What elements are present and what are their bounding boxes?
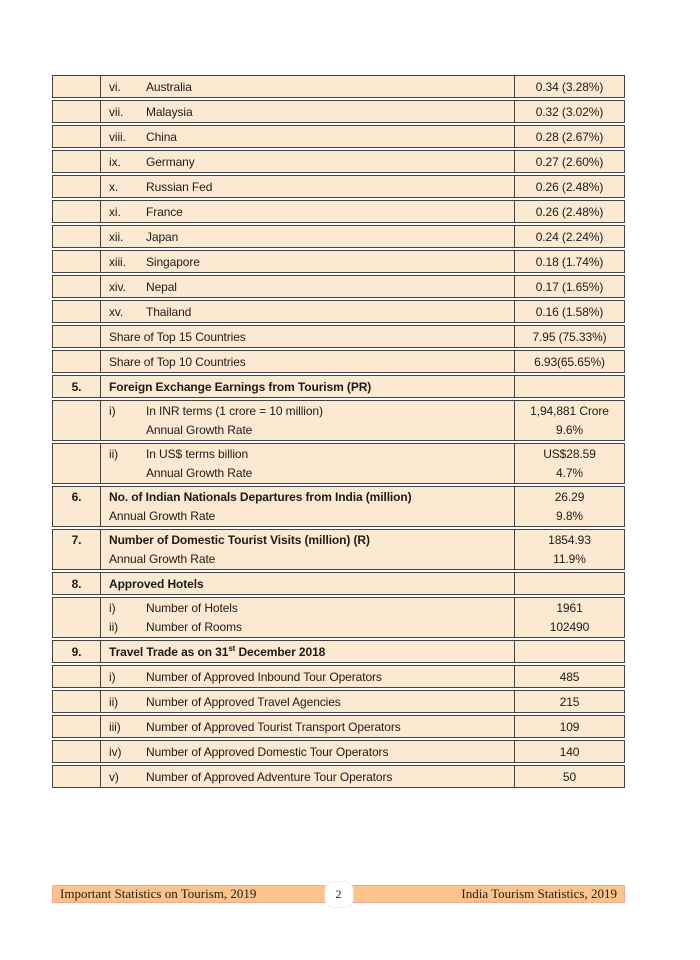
row-value-cell xyxy=(515,76,624,97)
row-value-cell xyxy=(515,301,624,322)
row-description-cell xyxy=(101,351,515,372)
description-text: Nepal xyxy=(146,280,177,294)
description-line xyxy=(109,421,510,440)
value-text: 215 xyxy=(559,695,580,709)
row-value-cell xyxy=(515,201,624,222)
table-row xyxy=(52,665,625,688)
statistics-table xyxy=(52,75,625,790)
description-text: Number of Rooms xyxy=(146,620,242,634)
description-line xyxy=(109,126,510,149)
description-text: Russian Fed xyxy=(146,180,213,194)
row-number-cell xyxy=(53,176,101,197)
description-line xyxy=(109,445,510,464)
table-row xyxy=(52,597,625,638)
table-row xyxy=(52,400,625,441)
row-value-cell xyxy=(515,716,624,737)
description-text: Share of Top 15 Countries xyxy=(109,330,246,344)
row-marker: ii) xyxy=(109,620,119,634)
row-value-cell xyxy=(515,226,624,247)
value-text: 4.7% xyxy=(556,466,583,480)
description-text: In INR terms (1 crore = 10 million) xyxy=(146,404,323,418)
table-row xyxy=(52,640,625,663)
row-description-cell xyxy=(101,376,515,397)
description-text: France xyxy=(146,205,183,219)
row-value-cell xyxy=(515,741,624,762)
row-number-cell: 6. xyxy=(53,487,101,526)
value-text: 1,94,881 Crore xyxy=(530,404,609,418)
row-marker: ii) xyxy=(109,695,119,709)
description-text: Germany xyxy=(146,155,195,169)
row-marker: vii. xyxy=(109,105,124,119)
description-line xyxy=(109,766,510,789)
row-marker: ii) xyxy=(109,447,119,461)
row-description-cell xyxy=(101,201,515,222)
table-row xyxy=(52,125,625,148)
description-text: Number of Approved Domestic Tour Operators xyxy=(146,745,389,759)
table-row xyxy=(52,100,625,123)
table-row xyxy=(52,715,625,738)
row-value-cell xyxy=(515,326,624,347)
table-row xyxy=(52,175,625,198)
description-line xyxy=(109,176,510,199)
row-value-cell xyxy=(515,444,624,483)
value-text: 11.9% xyxy=(553,552,586,566)
description-line xyxy=(109,618,510,637)
value-text: 0.28 (2.67%) xyxy=(535,130,604,144)
row-description-cell xyxy=(101,573,515,594)
row-marker: viii. xyxy=(109,130,126,144)
row-number-cell xyxy=(53,766,101,787)
row-marker: xv. xyxy=(109,305,124,319)
description-text: Share of Top 10 Countries xyxy=(109,355,246,369)
row-number-cell: 5. xyxy=(53,376,101,397)
row-number-cell xyxy=(53,301,101,322)
row-description-cell xyxy=(101,598,515,637)
row-value-cell xyxy=(515,126,624,147)
row-number-cell xyxy=(53,151,101,172)
description-text: Travel Trade as on 31 xyxy=(109,645,229,659)
value-text: 0.16 (1.58%) xyxy=(535,305,604,319)
table-row xyxy=(52,486,625,527)
description-line xyxy=(109,464,510,483)
row-marker: i) xyxy=(109,670,116,684)
value-text: 0.32 (3.02%) xyxy=(535,105,604,119)
description-text: Number of Hotels xyxy=(146,601,238,615)
row-value-cell xyxy=(515,351,624,372)
description-line xyxy=(109,101,510,124)
row-value-cell xyxy=(515,276,624,297)
description-line xyxy=(109,151,510,174)
value-text: 1854.93 xyxy=(548,533,591,547)
row-description-cell xyxy=(101,487,515,526)
row-description-cell xyxy=(101,741,515,762)
row-value-cell xyxy=(515,176,624,197)
description-text: Number of Approved Tourist Transport Operators xyxy=(146,720,401,734)
row-marker: iii) xyxy=(109,720,121,734)
value-text: 1961 xyxy=(556,601,583,615)
value-text: 0.27 (2.60%) xyxy=(535,155,604,169)
row-value-cell xyxy=(515,691,624,712)
row-number-cell xyxy=(53,201,101,222)
row-number-cell xyxy=(53,101,101,122)
value-text: 0.18 (1.74%) xyxy=(535,255,604,269)
row-description-cell xyxy=(101,641,515,662)
table-row xyxy=(52,375,625,398)
description-text: No. of Indian Nationals Departures from India (million) xyxy=(109,490,412,504)
row-value-cell xyxy=(515,487,624,526)
row-description-cell xyxy=(101,716,515,737)
row-number-cell: 7. xyxy=(53,530,101,569)
description-line xyxy=(109,716,510,739)
description-text: Japan xyxy=(146,230,179,244)
row-number-cell xyxy=(53,741,101,762)
table-row xyxy=(52,765,625,788)
description-line xyxy=(109,488,510,507)
row-number-cell xyxy=(53,598,101,637)
row-description-cell xyxy=(101,76,515,97)
value-text: 140 xyxy=(559,745,580,759)
row-value-cell xyxy=(515,530,624,569)
row-description-cell xyxy=(101,101,515,122)
row-number-cell xyxy=(53,276,101,297)
value-text: 50 xyxy=(562,770,577,784)
description-text: Approved Hotels xyxy=(109,577,204,591)
row-description-cell xyxy=(101,176,515,197)
row-value-cell xyxy=(515,101,624,122)
row-value-cell xyxy=(515,598,624,637)
table-row xyxy=(52,275,625,298)
row-description-cell xyxy=(101,301,515,322)
table-row xyxy=(52,529,625,570)
table-row xyxy=(52,250,625,273)
row-value-cell xyxy=(515,376,624,397)
value-text: 6.93(65.65%) xyxy=(534,355,605,369)
table-row xyxy=(52,75,625,98)
row-number-cell xyxy=(53,716,101,737)
row-number-cell xyxy=(53,126,101,147)
description-line xyxy=(109,641,510,664)
footer-left-title: Important Statistics on Tourism, 2019 xyxy=(60,886,257,901)
table-row xyxy=(52,350,625,373)
description-text: Annual Growth Rate xyxy=(109,552,216,566)
value-text: 7.95 (75.33%) xyxy=(532,330,607,344)
value-text: 9.8% xyxy=(556,509,583,523)
description-line xyxy=(109,351,510,374)
row-number-cell xyxy=(53,226,101,247)
value-text: 0.24 (2.24%) xyxy=(535,230,604,244)
row-description-cell xyxy=(101,251,515,272)
row-number-cell xyxy=(53,351,101,372)
row-number-cell xyxy=(53,76,101,97)
row-description-cell xyxy=(101,766,515,787)
footer-right-title: India Tourism Statistics, 2019 xyxy=(461,886,617,901)
description-text: Annual Growth Rate xyxy=(109,509,216,523)
row-description-cell xyxy=(101,151,515,172)
row-description-cell xyxy=(101,691,515,712)
value-text: US$28.59 xyxy=(543,447,596,461)
description-text: Annual Growth Rate xyxy=(146,466,253,480)
row-description-cell xyxy=(101,326,515,347)
row-number-cell: 8. xyxy=(53,573,101,594)
row-description-cell xyxy=(101,401,515,440)
description-text: Thailand xyxy=(146,305,192,319)
row-number-cell xyxy=(53,444,101,483)
footer-bar xyxy=(52,885,625,903)
description-text: In US$ terms billion xyxy=(146,447,249,461)
row-description-cell xyxy=(101,666,515,687)
description-line xyxy=(109,201,510,224)
description-line xyxy=(109,402,510,421)
description-text: Number of Approved Inbound Tour Operators xyxy=(146,670,382,684)
row-marker: iv) xyxy=(109,745,122,759)
row-value-cell xyxy=(515,573,624,594)
row-value-cell xyxy=(515,151,624,172)
value-text: 9.6% xyxy=(556,423,583,437)
value-text: 109 xyxy=(559,720,580,734)
row-marker: v) xyxy=(109,770,119,784)
row-number-cell: 9. xyxy=(53,641,101,662)
description-text: Number of Approved Adventure Tour Operators xyxy=(146,770,393,784)
table-row xyxy=(52,150,625,173)
description-line xyxy=(109,276,510,299)
row-value-cell xyxy=(515,251,624,272)
description-text: Number of Approved Travel Agencies xyxy=(146,695,341,709)
description-line xyxy=(109,573,510,596)
row-description-cell xyxy=(101,126,515,147)
table-row xyxy=(52,740,625,763)
value-text: 0.26 (2.48%) xyxy=(535,180,604,194)
superscript-text: st xyxy=(228,644,236,653)
description-text: Australia xyxy=(146,80,192,94)
description-text-cont: December 2018 xyxy=(235,645,326,659)
description-line xyxy=(109,507,510,526)
value-text: 102490 xyxy=(549,620,590,634)
description-line xyxy=(109,666,510,689)
description-text: Number of Domestic Tourist Visits (million) (R) xyxy=(109,533,370,547)
table-row xyxy=(52,690,625,713)
description-line xyxy=(109,326,510,349)
row-marker: xiv. xyxy=(109,280,126,294)
description-text: Singapore xyxy=(146,255,200,269)
row-number-cell xyxy=(53,691,101,712)
table-row xyxy=(52,225,625,248)
row-marker: i) xyxy=(109,601,116,615)
value-text: 485 xyxy=(559,670,580,684)
row-marker: xiii. xyxy=(109,255,126,269)
row-marker: x. xyxy=(109,180,119,194)
page-number-badge: 2 xyxy=(325,882,352,907)
table-row xyxy=(52,572,625,595)
description-line xyxy=(109,376,510,399)
table-row xyxy=(52,200,625,223)
description-line xyxy=(109,599,510,618)
row-number-cell xyxy=(53,666,101,687)
value-text: 26.29 xyxy=(554,490,585,504)
description-text: Malaysia xyxy=(146,105,193,119)
row-value-cell xyxy=(515,641,624,662)
table-row xyxy=(52,300,625,323)
description-line xyxy=(109,301,510,324)
description-line xyxy=(109,531,510,550)
row-marker: vi. xyxy=(109,80,121,94)
row-value-cell xyxy=(515,666,624,687)
row-description-cell xyxy=(101,444,515,483)
description-line xyxy=(109,226,510,249)
description-line xyxy=(109,550,510,569)
description-line xyxy=(109,251,510,274)
row-description-cell xyxy=(101,226,515,247)
row-number-cell xyxy=(53,251,101,272)
description-line xyxy=(109,76,510,99)
description-line xyxy=(109,741,510,764)
row-description-cell xyxy=(101,276,515,297)
row-description-cell xyxy=(101,530,515,569)
description-text: Foreign Exchange Earnings from Tourism (PR) xyxy=(109,380,372,394)
row-value-cell xyxy=(515,766,624,787)
row-marker: i) xyxy=(109,404,116,418)
table-row xyxy=(52,325,625,348)
table-row xyxy=(52,443,625,484)
row-marker: ix. xyxy=(109,155,121,169)
row-marker: xii. xyxy=(109,230,124,244)
description-text: China xyxy=(146,130,177,144)
value-text: 0.34 (3.28%) xyxy=(535,80,604,94)
row-number-cell xyxy=(53,326,101,347)
description-line xyxy=(109,691,510,714)
value-text: 0.26 (2.48%) xyxy=(535,205,604,219)
row-value-cell xyxy=(515,401,624,440)
row-number-cell xyxy=(53,401,101,440)
value-text: 0.17 (1.65%) xyxy=(535,280,604,294)
row-marker: xi. xyxy=(109,205,121,219)
description-text: Annual Growth Rate xyxy=(146,423,253,437)
